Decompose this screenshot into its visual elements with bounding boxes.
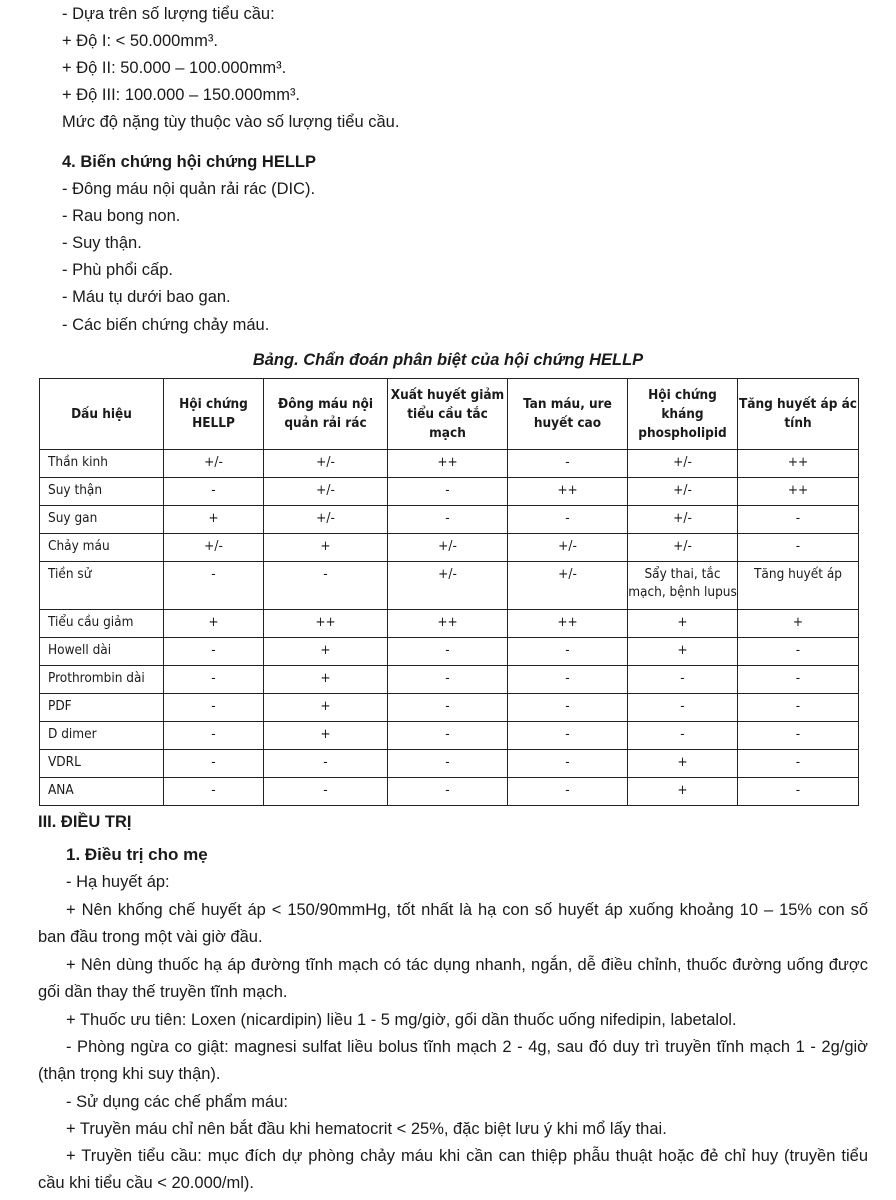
row-label: Howell dài (40, 638, 164, 666)
table-cell: - (388, 638, 508, 666)
paragraph: + Truyền tiểu cầu: mục đích dự phòng chảy máu khi cần can thiệp phẫu thuật hoặc đẻ chỉ huy (truyền tiểu cầu khi tiểu cầu < 20.000/ml). (38, 1147, 868, 1192)
table-cell: + (628, 638, 738, 666)
list-item: - Phù phổi cấp. (62, 261, 173, 279)
table-cell: - (264, 778, 388, 806)
intro-line: + Độ II: 50.000 – 100.000mm³. (62, 59, 287, 77)
table-cell: - (738, 750, 859, 778)
table-row (40, 506, 859, 534)
table-row (40, 450, 859, 478)
table-cell: - (164, 778, 264, 806)
table-cell: - (388, 750, 508, 778)
table-cell: ++ (738, 450, 859, 478)
table-cell: - (508, 694, 628, 722)
table-cell: - (508, 750, 628, 778)
table-cell: + (628, 750, 738, 778)
table-cell: - (508, 506, 628, 534)
section-3-heading: III. ĐIỀU TRỊ (38, 813, 132, 831)
table-cell: + (264, 534, 388, 562)
row-label: Chảy máu (40, 534, 164, 562)
table-cell: + (738, 610, 859, 638)
table-cell: +/- (388, 534, 508, 562)
list-item: - Máu tụ dưới bao gan. (62, 288, 231, 306)
paragraph: - Hạ huyết áp: (66, 873, 170, 891)
treatment-subheading: 1. Điều trị cho mẹ (66, 845, 208, 864)
list-item: - Suy thận. (62, 234, 142, 252)
table-cell: - (264, 750, 388, 778)
table-cell: ++ (508, 478, 628, 506)
table-cell: - (508, 638, 628, 666)
table-cell: + (628, 778, 738, 806)
paragraph: + Nên khống chế huyết áp < 150/90mmHg, tốt nhất là hạ con số huyết áp xuống khoảng 10 – 15% con số ban đầu trong một vài giờ đầu. (38, 901, 868, 946)
table-cell: + (628, 610, 738, 638)
section-4-heading: 4. Biến chứng hội chứng HELLP (62, 153, 316, 171)
table-row (40, 610, 859, 638)
table-cell: +/- (628, 534, 738, 562)
table-cell: +/- (388, 562, 508, 610)
row-label: Suy gan (40, 506, 164, 534)
table-cell: ++ (388, 610, 508, 638)
table-cell: Tăng huyết áp (738, 562, 859, 610)
table-cell: +/- (164, 534, 264, 562)
paragraph: + Thuốc ưu tiên: Loxen (nicardipin) liều 1 - 5 mg/giờ, gối dần thuốc uống nifedipin, labetalol. (66, 1011, 737, 1029)
table-cell: +/- (264, 478, 388, 506)
column-header: Dấu hiệu (40, 379, 164, 450)
row-label: PDF (40, 694, 164, 722)
table-cell: +/- (628, 506, 738, 534)
table-cell: - (508, 666, 628, 694)
differential-diagnosis-table (39, 378, 859, 806)
column-header: Hội chứng kháng phospholipid (628, 379, 738, 450)
table-cell: - (164, 722, 264, 750)
table-cell: - (388, 722, 508, 750)
table-cell: + (264, 694, 388, 722)
intro-line: - Dựa trên số lượng tiểu cầu: (62, 5, 275, 23)
table-cell: - (388, 506, 508, 534)
table-cell: + (164, 506, 264, 534)
table-cell: - (164, 750, 264, 778)
table-cell: Sẩy thai, tắc mạch, bệnh lupus (628, 562, 738, 610)
table-cell: - (508, 450, 628, 478)
paragraph: + Truyền máu chỉ nên bắt đầu khi hematocrit < 25%, đặc biệt lưu ý khi mổ lấy thai. (66, 1120, 667, 1138)
table-cell: - (738, 638, 859, 666)
row-label: D dimer (40, 722, 164, 750)
paragraph: - Phòng ngừa co giật: magnesi sulfat liều bolus tĩnh mạch 2 - 4g, sau đó duy trì truyền tĩnh mạch 1 - 2g/giờ (thận trọng khi suy thận). (38, 1038, 868, 1083)
table-row (40, 722, 859, 750)
table-cell: - (388, 666, 508, 694)
table-caption: Bảng. Chẩn đoán phân biệt của hội chứng HELLP (252, 351, 644, 369)
table-cell: - (264, 562, 388, 610)
table-cell: - (628, 666, 738, 694)
table-cell: + (164, 610, 264, 638)
row-label: Tiểu cầu giảm (40, 610, 164, 638)
table-row (40, 534, 859, 562)
table-row (40, 750, 859, 778)
row-label: Tiền sử (40, 562, 164, 610)
table-cell: - (738, 506, 859, 534)
row-label: Thần kinh (40, 450, 164, 478)
list-item: - Đông máu nội quản rải rác (DIC). (62, 180, 316, 198)
row-label: Prothrombin dài (40, 666, 164, 694)
table-cell: +/- (164, 450, 264, 478)
column-header: Đông máu nội quản rải rác (264, 379, 388, 450)
column-header: Tan máu, ure huyết cao (508, 379, 628, 450)
table-row (40, 478, 859, 506)
table-cell: +/- (508, 562, 628, 610)
row-label: Suy thận (40, 478, 164, 506)
table-cell: - (738, 534, 859, 562)
intro-line: + Độ III: 100.000 – 150.000mm³. (62, 86, 301, 104)
table-row (40, 666, 859, 694)
table-cell: + (264, 666, 388, 694)
table-cell: +/- (264, 506, 388, 534)
table-cell: + (264, 638, 388, 666)
paragraph: - Sử dụng các chế phẩm máu: (66, 1093, 288, 1111)
table-cell: +/- (628, 478, 738, 506)
intro-line: + Độ I: < 50.000mm³. (62, 32, 218, 50)
table-cell: - (508, 778, 628, 806)
table-cell: +/- (628, 450, 738, 478)
table-cell: ++ (738, 478, 859, 506)
table-cell: - (164, 694, 264, 722)
table-cell: - (508, 722, 628, 750)
table-cell: - (628, 722, 738, 750)
list-item: - Các biến chứng chảy máu. (62, 316, 270, 334)
table-cell: - (388, 778, 508, 806)
table-row (40, 638, 859, 666)
table-cell: ++ (508, 610, 628, 638)
table-cell: - (164, 562, 264, 610)
table-cell: - (164, 478, 264, 506)
table-cell: + (264, 722, 388, 750)
table-cell: - (738, 694, 859, 722)
list-item: - Rau bong non. (62, 207, 181, 225)
table-row (40, 778, 859, 806)
column-header: Hội chứng HELLP (164, 379, 264, 450)
table-row (40, 562, 859, 610)
intro-line: Mức độ nặng tùy thuộc vào số lượng tiểu cầu. (62, 113, 400, 131)
table-cell: - (628, 694, 738, 722)
row-label: ANA (40, 778, 164, 806)
table-cell: - (164, 638, 264, 666)
table-cell: - (738, 722, 859, 750)
column-header: Tăng huyết áp ác tính (738, 379, 859, 450)
table-cell: ++ (264, 610, 388, 638)
table-cell: - (738, 666, 859, 694)
table-cell: - (738, 778, 859, 806)
paragraph: + Nên dùng thuốc hạ áp đường tĩnh mạch có tác dụng nhanh, ngắn, dễ điều chỉnh, thuốc đường uống được gối dần thay thế truyền tĩnh mạch. (38, 956, 868, 1001)
row-label: VDRL (40, 750, 164, 778)
table-cell: +/- (508, 534, 628, 562)
column-header: Xuất huyết giảm tiểu cầu tắc mạch (388, 379, 508, 450)
table-cell: - (388, 478, 508, 506)
table-cell: +/- (264, 450, 388, 478)
table-header-row (40, 379, 859, 450)
table-cell: ++ (388, 450, 508, 478)
table-row (40, 694, 859, 722)
table-cell: - (388, 694, 508, 722)
table-cell: - (164, 666, 264, 694)
